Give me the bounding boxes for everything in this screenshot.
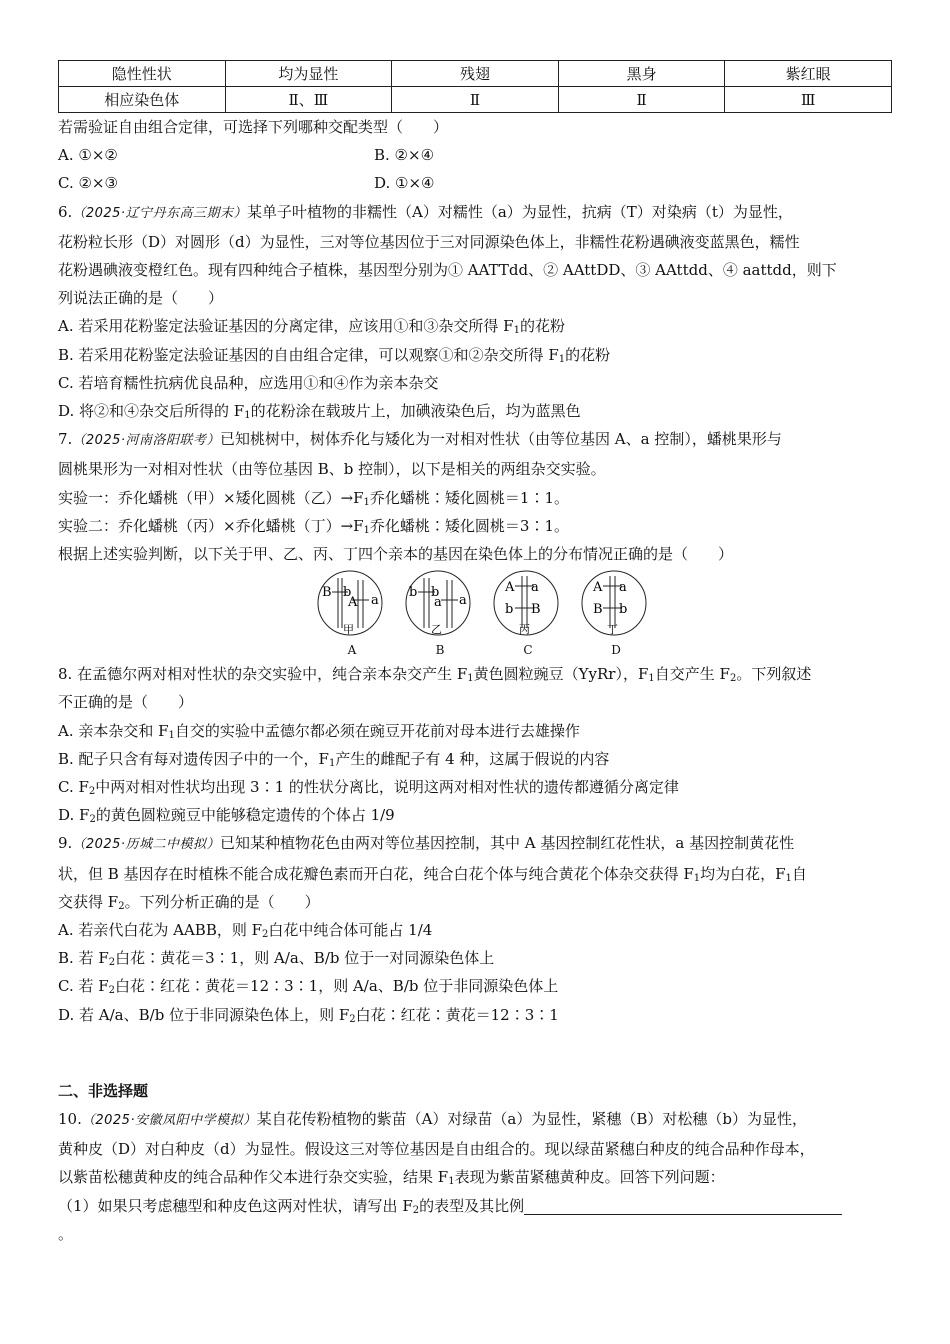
question-text: 8. 在孟德尔两对相对性状的杂交实验中，纯合亲本杂交产生 $F_1$黄色圆粒豌豆（YyRr），$F_1$自交产生 $F_2$。下列叙述 <box>58 665 812 685</box>
question-text: 交获得 $F_2$。下列分析正确的是（ ） <box>58 892 320 912</box>
figure-option-d <box>572 570 660 660</box>
gene-label: b <box>409 585 418 601</box>
table-cell: Ⅱ <box>392 87 559 113</box>
option-b: B. 若 $F_2$白花∶黄花＝3∶1，则 A/a、B/b 位于一对同源染色体上 <box>58 949 495 969</box>
question-number: 10. <box>58 1109 82 1128</box>
figure-name: 甲 <box>343 623 354 637</box>
question-text: 以紫苗松穗黄种皮的纯合品种作父本进行杂交实验，结果 $F_1$表现为紫苗紧穗黄种皮。回答下列问题： <box>58 1168 725 1188</box>
question-source: （2025·安徽凤阳中学模拟） <box>81 1112 257 1128</box>
option-c: C. 若培育糯性抗病优良品种，应选用①和④作为亲本杂交 <box>58 373 439 392</box>
sub-question-1: （1）如果只考虑穗型和种皮色这两对性状，请写出 $F_2$的表型及其比例 <box>58 1192 892 1220</box>
figure-option-c <box>484 570 572 660</box>
section-heading: 二、非选择题 <box>58 1081 149 1100</box>
experiment-1: 实验一：乔化蟠桃（甲）×矮化圆桃（乙）$\to F_1$乔化蟠桃∶矮化圆桃＝1∶1。 <box>58 488 570 508</box>
gene-label: b <box>343 585 352 601</box>
question-9 <box>58 829 892 1028</box>
question-text: 状，但 B 基因存在时植株不能合成花瓣色素而开白花，纯合白花个体与纯合黄花个体杂交获得 $F_1$均为白花，$F_1$自 <box>58 864 807 884</box>
gene-label: B <box>531 602 541 618</box>
chromosome-figures <box>308 570 892 660</box>
figure-label: D <box>611 643 621 658</box>
question-8 <box>58 660 892 829</box>
question-text: 花粉遇碘液变橙红色。现有四种纯合子植株，基因型分别为① AATTdd、② AAttDD、③ AAttdd、④ aattdd，则下 <box>58 261 837 280</box>
table-cell: Ⅲ <box>725 87 892 113</box>
gene-label: a <box>531 580 539 596</box>
figure-name: 乙 <box>431 623 442 637</box>
option-c: C. 若 $F_2$白花∶红花∶黄花＝12∶3∶1，则 A/a、B/b 位于非同源染色体上 <box>58 977 559 997</box>
question-source: （2025·历城二中模拟） <box>72 837 221 853</box>
option-a: A. 若亲代白花为 AABB，则 $F_2$白花中纯合体可能占 1/4 <box>58 921 433 941</box>
question-number: 9. <box>58 834 73 853</box>
gene-label: B <box>322 585 332 601</box>
gene-label: a <box>459 593 467 609</box>
gene-label: b <box>505 602 514 618</box>
line-end: 。 <box>58 1224 74 1243</box>
question-number: 6. <box>58 202 73 221</box>
table-row <box>59 87 892 113</box>
question-text: 花粉粒长形（D）对圆形（d）为显性，三对等位基因位于三对同源染色体上，非糯性花粉遇碘液变蓝黑色，糯性 <box>58 232 800 251</box>
gene-label: B <box>593 602 603 618</box>
question-text: 列说法正确的是（ ） <box>58 289 224 308</box>
question-text: 已知桃树中，树体乔化与矮化为一对相对性状（由等位基因 A、a 控制），蟠桃果形与 <box>220 430 782 449</box>
option-a: A. ①×② <box>58 146 118 165</box>
table-cell: Ⅱ <box>558 87 725 113</box>
question-5 <box>58 113 892 198</box>
question-stem: 若需验证自由组合定律，可选择下列哪种交配类型（ ） <box>58 118 449 136</box>
option-d: D. ①×④ <box>374 174 435 193</box>
gene-label: a <box>434 595 442 611</box>
question-text: 某自花传粉植物的紫苗（A）对绿苗（a）为显性，紧穗（B）对松穗（b）为显性， <box>256 1109 807 1128</box>
option-b: B. 若采用花粉鉴定法验证基因的自由组合定律，可以观察①和②杂交所得 $F_1$的花粉 <box>58 345 611 365</box>
chromosome-diagram <box>400 570 480 640</box>
question-text: 不正确的是（ ） <box>58 693 194 712</box>
question-stem: 根据上述实验判断，以下关于甲、乙、丙、丁四个亲本的基因在染色体上的分布情况正确的是（ ） <box>58 545 734 564</box>
option-b: B. 配子只含有每对遗传因子中的一个，$F_1$产生的雌配子有 4 种，这属于假说的内容 <box>58 749 610 769</box>
gene-label: A <box>348 595 358 611</box>
experiment-2: 实验二：乔化蟠桃（丙）×乔化蟠桃（丁）$\to F_1$乔化蟠桃∶矮化圆桃＝3∶1。 <box>58 516 570 536</box>
table-row <box>59 61 892 87</box>
question-source: （2025·辽宁丹东高三期末） <box>72 205 248 221</box>
table-cell: 黑身 <box>558 61 725 87</box>
table-cell: Ⅱ、Ⅲ <box>225 87 392 113</box>
option-c: C. ②×③ <box>58 174 118 193</box>
figure-name: 丁 <box>607 623 618 637</box>
answer-blank[interactable] <box>524 1196 842 1215</box>
trait-table <box>58 60 892 113</box>
question-text: 黄种皮（D）对白种皮（d）为显性。假设这三对等位基因是自由组合的。现以绿苗紧穗白种皮的纯合品种作母本， <box>58 1140 815 1159</box>
option-a: A. 亲本杂交和 $F_1$自交的实验中孟德尔都必须在豌豆开花前对母本进行去雄操作 <box>58 721 580 741</box>
figure-name: 丙 <box>519 623 530 637</box>
question-6 <box>58 198 892 426</box>
option-d: D. 将②和④杂交后所得的 $F_1$的花粉涂在载玻片上，加碘液染色后，均为蓝黑色 <box>58 402 581 422</box>
figure-option-a <box>308 570 396 660</box>
gene-label: b <box>431 585 440 601</box>
table-cell: 残翅 <box>392 61 559 87</box>
chromosome-diagram <box>312 570 392 640</box>
chromosome-diagram <box>576 570 656 640</box>
option-b: B. ②×④ <box>374 146 435 165</box>
gene-label: a <box>371 593 379 609</box>
option-a: A. 若采用花粉鉴定法验证基因的分离定律，应该用①和③杂交所得 $F_1$的花粉 <box>58 317 565 337</box>
table-cell: 相应染色体 <box>59 87 226 113</box>
option-d: D. $F_2$的黄色圆粒豌豆中能够稳定遗传的个体占 1/9 <box>58 806 395 826</box>
gene-label: A <box>593 580 603 596</box>
question-number: 7. <box>58 430 73 449</box>
question-text: 某单子叶植物的非糯性（A）对糯性（a）为显性，抗病（T）对染病（t）为显性， <box>247 202 793 221</box>
question-text: 圆桃果形为一对相对性状（由等位基因 B、b 控制），以下是相关的两组杂交实验。 <box>58 460 606 479</box>
question-10 <box>58 1105 892 1248</box>
gene-label: A <box>505 580 515 596</box>
question-source: （2025·河南洛阳联考） <box>72 433 221 449</box>
figure-label: C <box>523 643 533 658</box>
chromosome-diagram <box>488 570 568 640</box>
gene-label: a <box>619 580 627 596</box>
figure-label: A <box>347 643 357 658</box>
question-7 <box>58 425 892 660</box>
table-cell: 隐性性状 <box>59 61 226 87</box>
figure-label: B <box>435 643 445 658</box>
table-cell: 紫红眼 <box>725 61 892 87</box>
document-page <box>58 60 892 1248</box>
figure-option-b <box>396 570 484 660</box>
table-cell: 均为显性 <box>225 61 392 87</box>
option-d: D. 若 A/a、B/b 位于非同源染色体上，则 $F_2$白花∶红花∶黄花＝12∶3∶1 <box>58 1005 559 1025</box>
gene-label: b <box>619 602 628 618</box>
question-text: 已知某种植物花色由两对等位基因控制，其中 A 基因控制红花性状，a 基因控制黄花性 <box>220 834 795 853</box>
option-c: C. $F_2$中两对相对性状均出现 3∶1 的性状分离比，说明这两对相对性状的遗传都遵循分离定律 <box>58 778 679 798</box>
